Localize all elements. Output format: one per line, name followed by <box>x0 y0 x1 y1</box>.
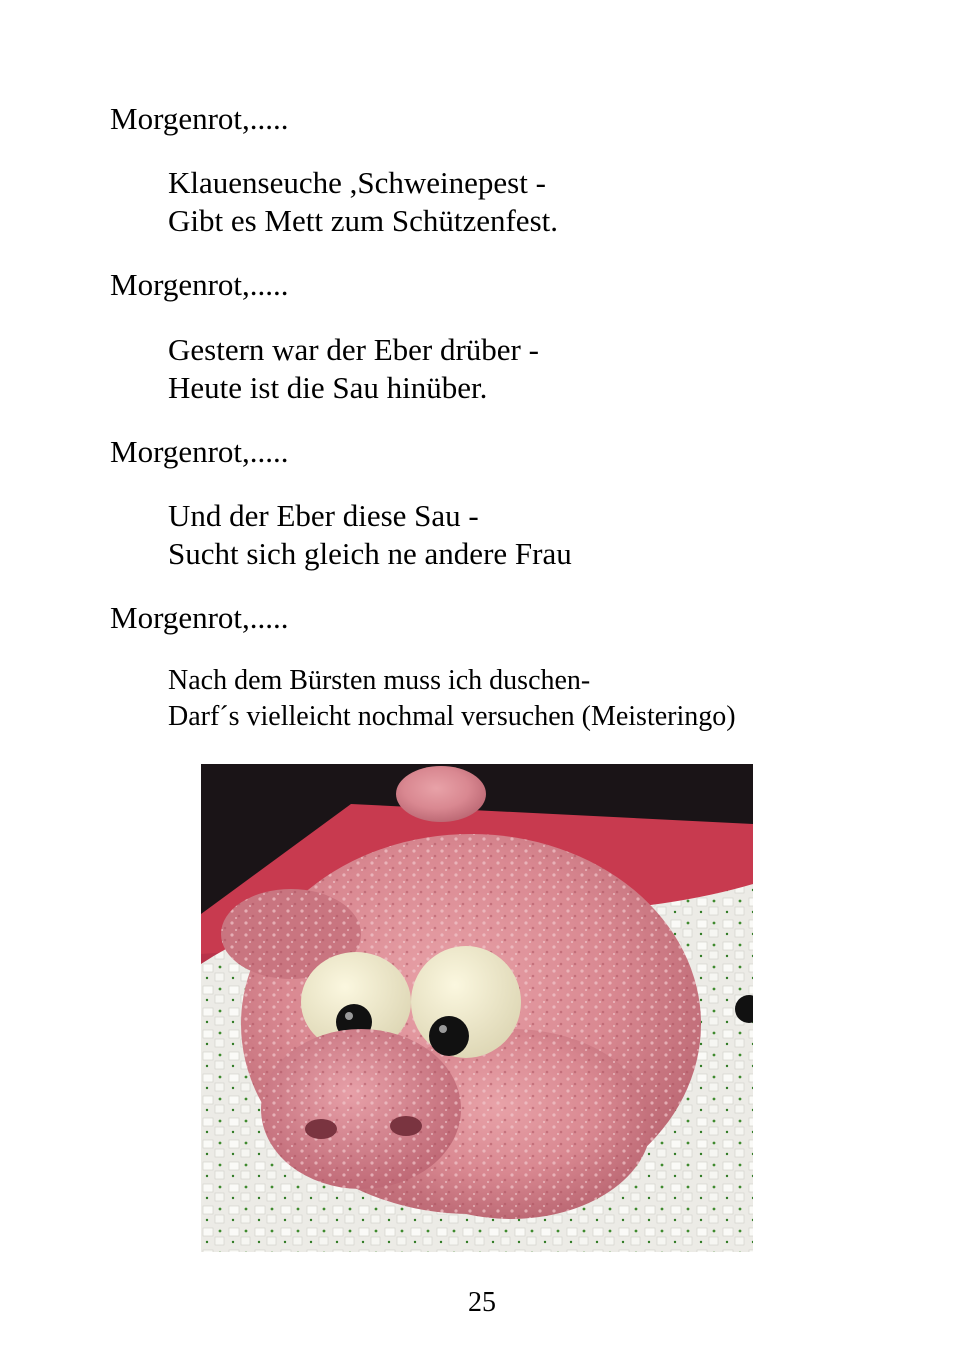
mett-pig-photo <box>201 764 753 1252</box>
refrain-line: Morgenrot,..... <box>110 267 289 302</box>
verse-stanza <box>168 663 736 735</box>
page-number: 25 <box>468 1287 496 1318</box>
verse-line: Gestern war der Eber drüber - <box>168 332 539 367</box>
verse-stanza <box>168 331 539 407</box>
refrain-line: Morgenrot,..... <box>110 600 289 635</box>
verse-line: Klauenseuche ,Schweinepest - <box>168 165 546 200</box>
verse-line: Und der Eber diese Sau - <box>168 498 479 533</box>
verse-line: Nach dem Bürsten muss ich duschen- <box>168 665 591 696</box>
verse-line: Darf´s vielleicht nochmal versuchen (Meisteringo) <box>168 701 736 732</box>
verse-line: Heute ist die Sau hinüber. <box>168 370 488 405</box>
verse-stanza <box>168 164 558 240</box>
verse-stanza <box>168 497 572 573</box>
verse-line: Sucht sich gleich ne andere Frau <box>168 536 572 571</box>
refrain-line: Morgenrot,..... <box>110 434 289 469</box>
verse-line: Gibt es Mett zum Schützenfest. <box>168 203 558 238</box>
refrain-line: Morgenrot,..... <box>110 101 289 136</box>
